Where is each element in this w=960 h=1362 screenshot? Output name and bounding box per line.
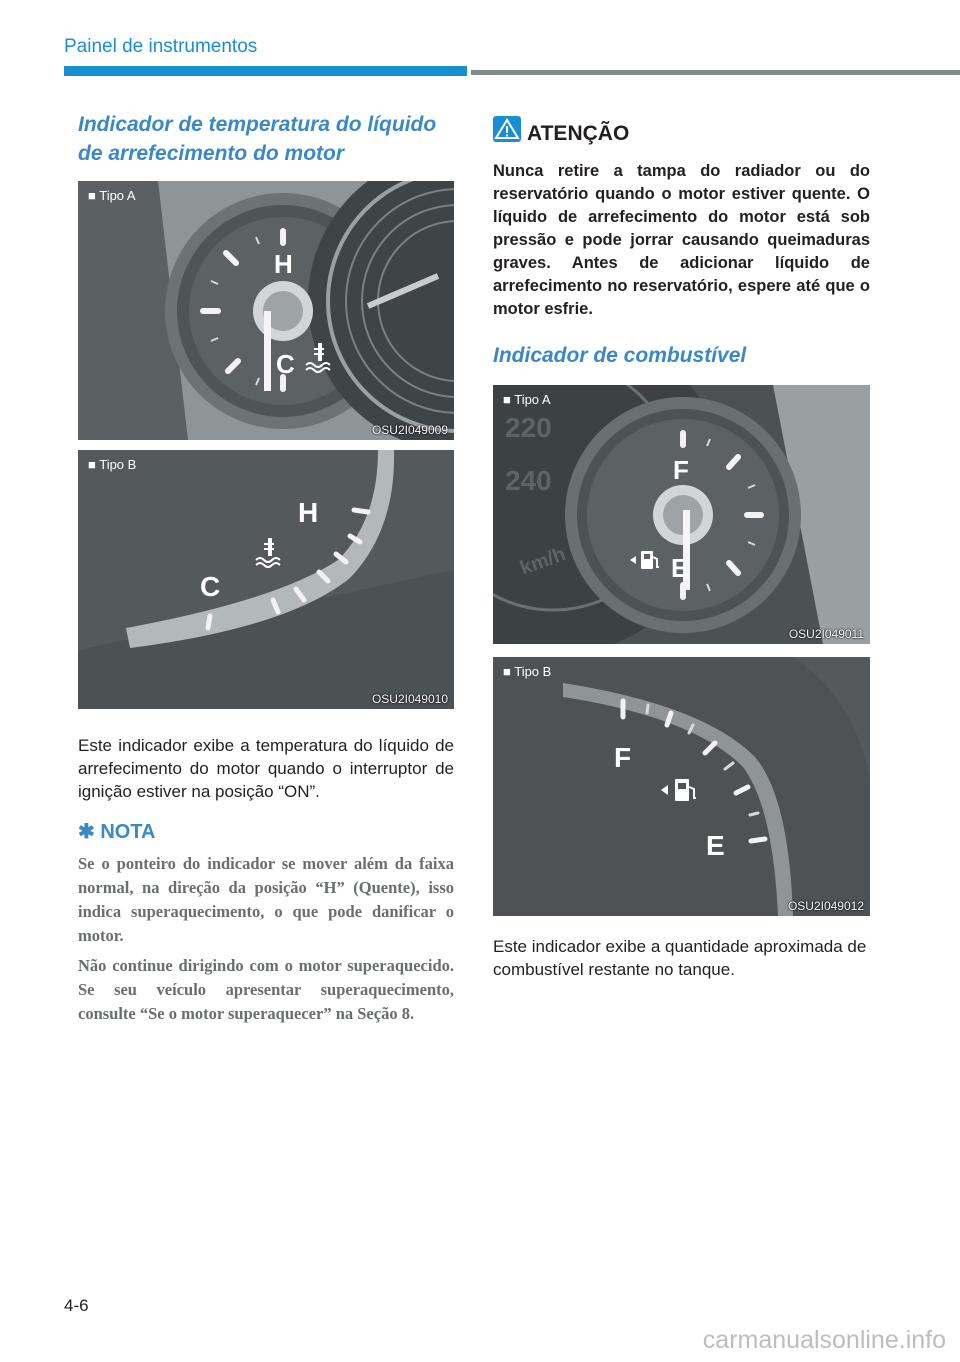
header-title: Painel de instrumentos bbox=[64, 36, 258, 57]
figure-temp-type-a bbox=[78, 181, 454, 440]
warning-title: ATENÇÃO bbox=[527, 122, 630, 145]
gauge-label-hot: H bbox=[274, 249, 293, 279]
temperature-description: Este indicador exibe a temperatura do líquido de arrefecimento do motor quando o interruptor de ignição estiver na posição “ON”. bbox=[78, 736, 454, 801]
figure-fuel-type-a bbox=[493, 385, 870, 644]
page-number: 4-6 bbox=[64, 1296, 89, 1315]
fuel-description: Este indicador exibe a quantidade aproximada de combustível restante no tanque. bbox=[493, 937, 867, 979]
header-bar-blue bbox=[64, 66, 467, 76]
watermark: carmanualsonline.info bbox=[702, 1326, 946, 1354]
speed-label-220: 220 bbox=[505, 412, 552, 443]
figure-code: OSU2I049011 bbox=[788, 627, 864, 641]
figure-label: ■ Tipo A bbox=[503, 392, 551, 407]
gauge-label-empty: E bbox=[671, 553, 689, 583]
left-text-block bbox=[78, 734, 454, 1026]
figure-fuel-type-b bbox=[493, 657, 870, 916]
speed-label-240: 240 bbox=[505, 465, 552, 496]
left-column bbox=[78, 110, 454, 168]
section-title-fuel: Indicador de combustível bbox=[493, 344, 747, 367]
figure-code: OSU2I049009 bbox=[371, 423, 448, 437]
figure-temp-type-b bbox=[78, 450, 454, 709]
figure-label: ■ Tipo A bbox=[88, 188, 136, 203]
figure-code: OSU2I049012 bbox=[787, 899, 864, 913]
note-paragraph-1: Se o ponteiro do indicador se mover além da faixa normal, na direção da posição “H” (Quente), isso indica superaquecimento, o que pode danificar o motor. bbox=[78, 854, 454, 945]
speed-unit: km/h bbox=[517, 543, 569, 580]
gauge-label-full: F bbox=[673, 455, 689, 485]
note-title: ✱ NOTA bbox=[78, 821, 156, 843]
header-bar-gray bbox=[471, 70, 960, 75]
figure-code: OSU2I049010 bbox=[371, 692, 448, 706]
warning-text: Nunca retire a tampa do radiador ou do reservatório quando o motor estiver quente. O líquido de arrefecimento do motor está sob pressão e pode jorrar causando queimaduras graves. Antes de adicionar líquido de arrefecimento no reservatório, espere até que o motor esfrie. bbox=[493, 162, 870, 318]
section-title-temperature: Indicador de temperatura do líquido de arrefecimento do motor bbox=[78, 113, 437, 165]
gauge-label-cold: C bbox=[276, 349, 295, 379]
figure-label: ■ Tipo B bbox=[503, 664, 552, 679]
gauge-label-full: F bbox=[614, 742, 632, 773]
figure-label: ■ Tipo B bbox=[88, 457, 137, 472]
gauge-label-cold: C bbox=[200, 571, 221, 602]
gauge-label-empty: E bbox=[706, 830, 725, 861]
note-paragraph-2: Não continue dirigindo com o motor superaquecido. Se seu veículo apresentar superaquecimento, consulte “Se o motor superaquecer” na Seção 8. bbox=[78, 956, 454, 1023]
gauge-label-hot: H bbox=[298, 497, 319, 528]
warning-icon bbox=[493, 116, 521, 142]
